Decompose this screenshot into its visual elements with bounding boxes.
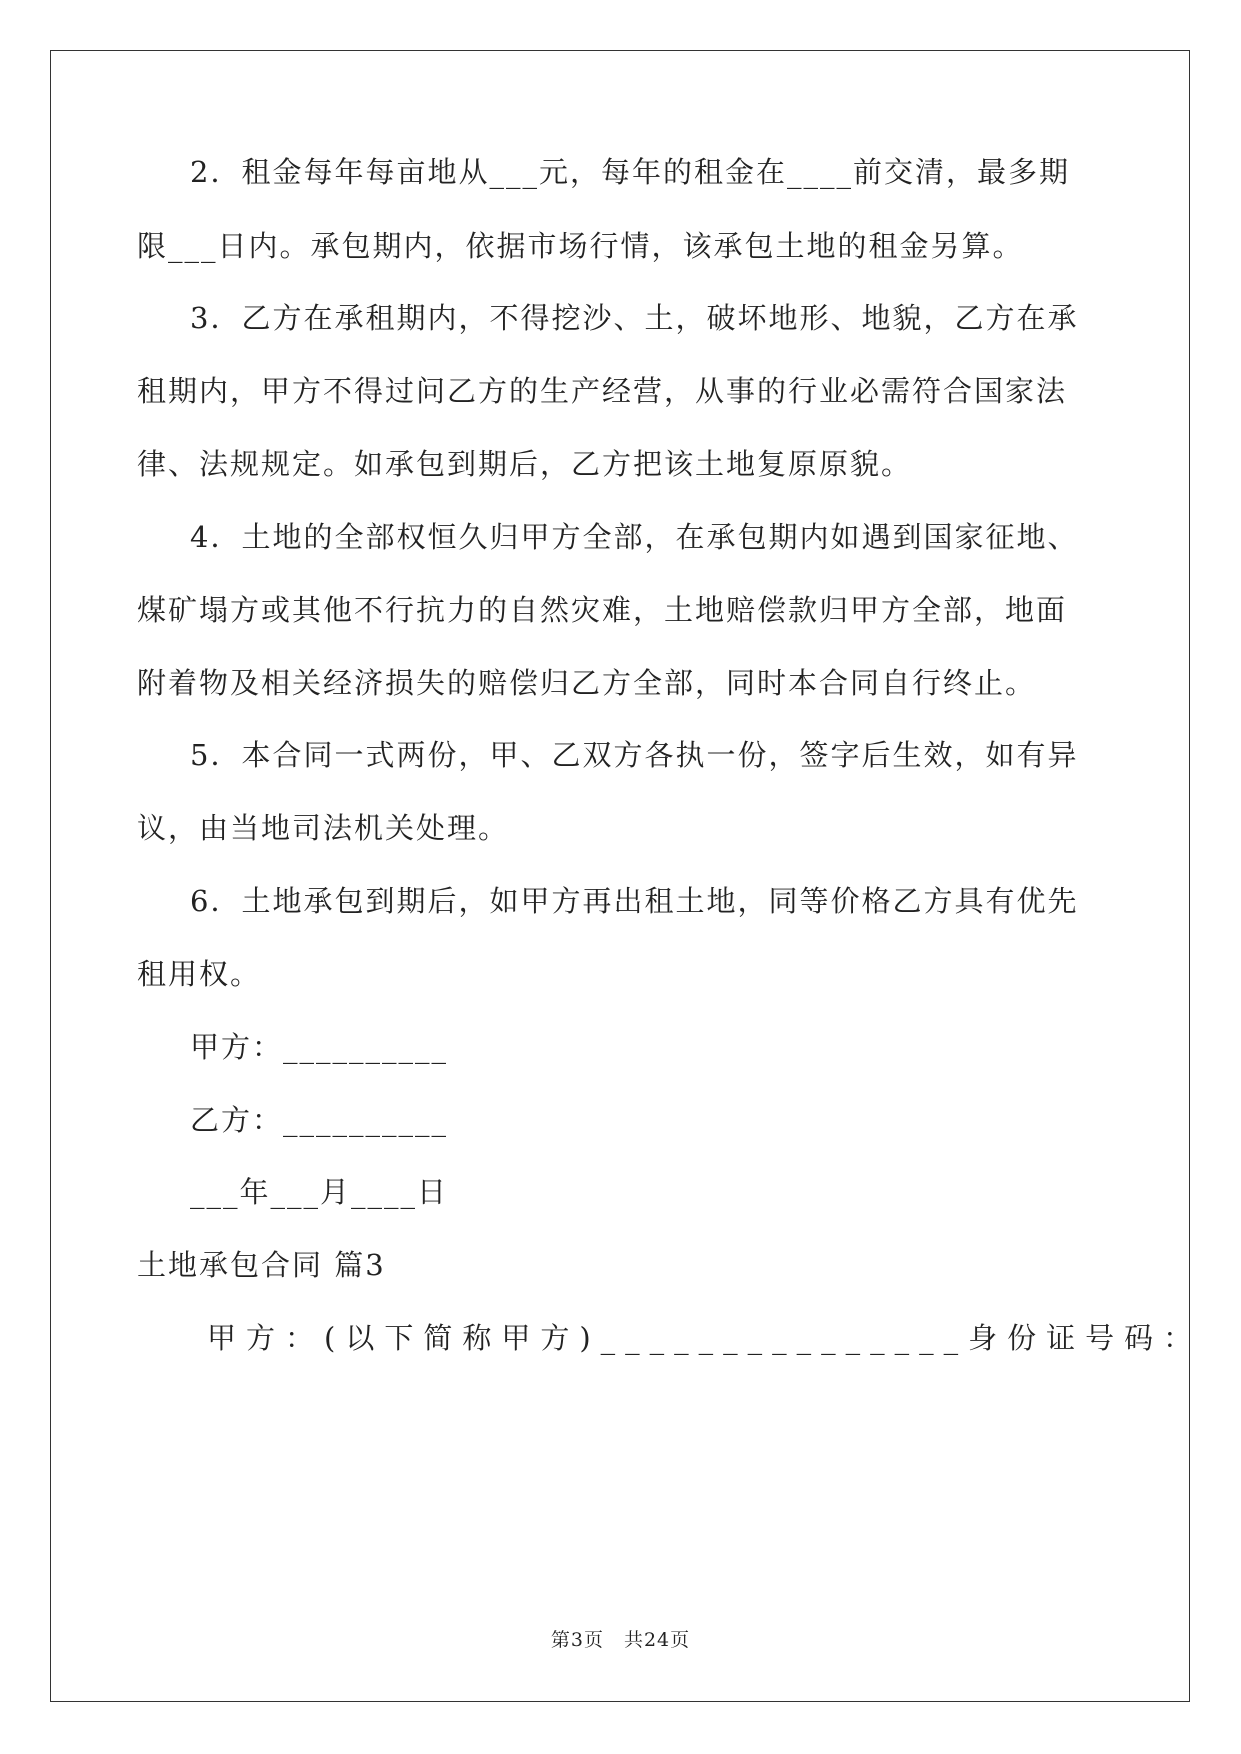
text-line: 2．租金每年每亩地从___元，每年的租金在____前交清，最多期 — [190, 155, 1070, 189]
text-line: 议，由当地司法机关处理。 — [137, 811, 510, 845]
signature-party-a: 甲方：__________ — [190, 1030, 449, 1064]
text-line: 6．土地承包到期后，如甲方再出租土地，同等价格乙方具有优先 — [190, 884, 1079, 918]
text-line: 附着物及相关经济损失的赔偿归乙方全部，同时本合同自行终止。 — [137, 666, 1037, 700]
signature-date: ___年___月____日 — [190, 1175, 449, 1209]
text-line: 律、法规规定。如承包到期后，乙方把该土地复原原貌。 — [137, 447, 913, 481]
page-footer: 第3页 共24页 — [550, 1629, 691, 1651]
signature-party-b: 乙方：__________ — [190, 1103, 449, 1137]
text-line: 4．土地的全部权恒久归甲方全部，在承包期内如遇到国家征地、 — [190, 520, 1079, 554]
section-heading: 土地承包合同 篇3 — [137, 1248, 386, 1282]
text-line: 5．本合同一式两份，甲、乙双方各执一份，签字后生效，如有异 — [190, 738, 1079, 772]
text-line: 3．乙方在承租期内，不得挖沙、土，破坏地形、地貌，乙方在承 — [190, 301, 1079, 335]
text-line: 甲方：(以下简称甲方)_______________身份证号码： — [207, 1321, 1203, 1355]
text-line: 煤矿塌方或其他不行抗力的自然灾难，土地赔偿款归甲方全部，地面 — [137, 593, 1068, 627]
text-line: 租期内，甲方不得过问乙方的生产经营，从事的行业必需符合国家法 — [137, 374, 1068, 408]
text-line: 限___日内。承包期内，依据市场行情，该承包土地的租金另算。 — [137, 229, 1024, 263]
text-line: 租用权。 — [137, 957, 262, 991]
